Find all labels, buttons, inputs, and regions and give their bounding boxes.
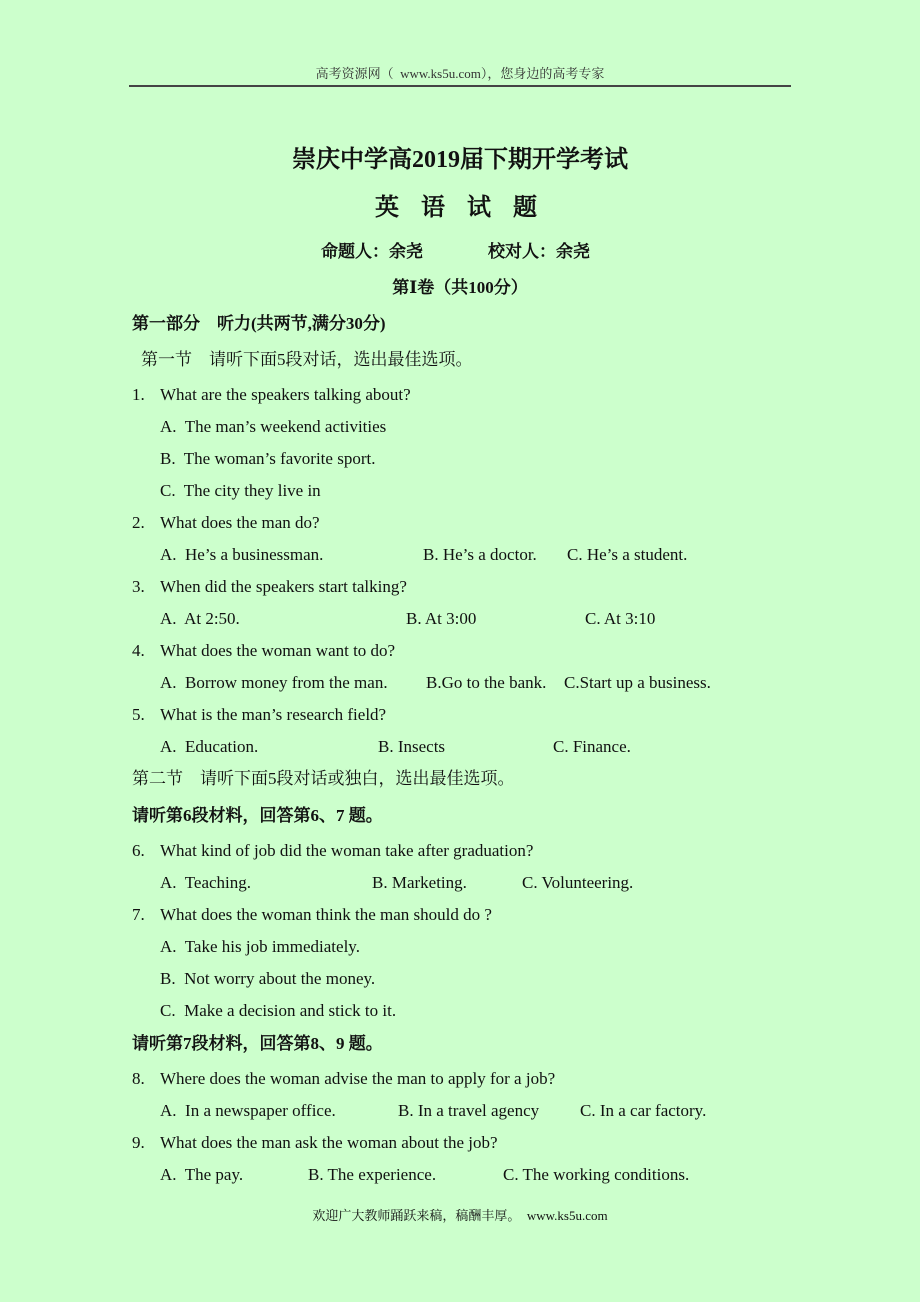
question-number: 5. — [132, 705, 145, 724]
question-text: What is the man’s research field? — [160, 705, 387, 724]
option: B. The woman’s favorite sport. — [160, 449, 376, 468]
option: B. Marketing. — [372, 873, 467, 892]
option: C. Volunteering. — [522, 873, 634, 892]
question-number: 1. — [132, 385, 145, 404]
option: B. The experience. — [308, 1165, 437, 1184]
part-heading: 第一部分 听力(共两节,满分30分) — [132, 314, 386, 333]
header-rule — [129, 85, 791, 87]
option: C. Finance. — [553, 737, 631, 756]
section-heading: 第二节 请听下面5段对话或独白，选出最佳选项。 — [132, 769, 515, 788]
option: A. In a newspaper office. — [160, 1101, 336, 1120]
option: B. He’s a doctor. — [423, 545, 537, 564]
question-number: 7. — [132, 905, 145, 924]
question-number: 4. — [132, 641, 145, 660]
option: C. The working conditions. — [503, 1165, 690, 1184]
question-text: What are the speakers talking about? — [160, 385, 411, 404]
question-text: Where does the woman advise the man to apply for a job? — [160, 1069, 556, 1088]
option: A. At 2:50. — [160, 609, 240, 628]
question-text: What does the man do? — [160, 513, 320, 532]
instruction: 请听第6段材料，回答第6、7 题。 — [132, 806, 383, 825]
option: C. He’s a student. — [567, 545, 688, 564]
exam-title: 崇庆中学高2019届下期开学考试 — [292, 147, 628, 173]
question-text: What does the man ask the woman about the job? — [160, 1133, 498, 1152]
option: C. In a car factory. — [580, 1101, 707, 1120]
question-number: 3. — [132, 577, 145, 596]
question-number: 8. — [132, 1069, 145, 1088]
question-text: What does the woman want to do? — [160, 641, 396, 660]
proofreader: 校对人：余尧 — [488, 242, 590, 261]
option: B. Not worry about the money. — [160, 969, 376, 988]
option: C.Start up a business. — [564, 673, 711, 692]
question-number: 2. — [132, 513, 145, 532]
author: 命题人：余尧 — [321, 242, 423, 261]
option: A. The pay. — [160, 1165, 244, 1184]
option: C. Make a decision and stick to it. — [160, 1001, 397, 1020]
question-number: 6. — [132, 841, 145, 860]
option: B. At 3:00 — [406, 609, 477, 628]
option: A. Education. — [160, 737, 259, 756]
option: B.Go to the bank. — [426, 673, 547, 692]
exam-subtitle: 英 语 试 题 — [375, 195, 545, 221]
page-footer: 欢迎广大教师踊跃来稿，稿酬丰厚。 www.ks5u.com — [312, 1208, 608, 1223]
question-text: What does the woman think the man should do ? — [160, 905, 492, 924]
option: A. Borrow money from the man. — [160, 673, 388, 692]
option: B. In a travel agency — [398, 1101, 540, 1120]
option: A. Teaching. — [160, 873, 252, 892]
option: C. At 3:10 — [585, 609, 656, 628]
option: C. The city they live in — [160, 481, 321, 500]
question-number: 9. — [132, 1133, 145, 1152]
question-text: What kind of job did the woman take after graduation? — [160, 841, 534, 860]
option: A. Take his job immediately. — [160, 937, 360, 956]
volume-heading: 第Ⅰ卷（共100分） — [392, 278, 528, 297]
option: A. The man’s weekend activities — [160, 417, 387, 436]
page-header: 高考资源网（ www.ks5u.com），您身边的高考专家 — [315, 66, 605, 81]
section-heading: 第一节 请听下面5段对话，选出最佳选项。 — [141, 350, 473, 369]
question-text: When did the speakers start talking? — [160, 577, 407, 596]
option: A. He’s a businessman. — [160, 545, 324, 564]
instruction: 请听第7段材料，回答第8、9 题。 — [132, 1034, 383, 1053]
option: B. Insects — [378, 737, 446, 756]
